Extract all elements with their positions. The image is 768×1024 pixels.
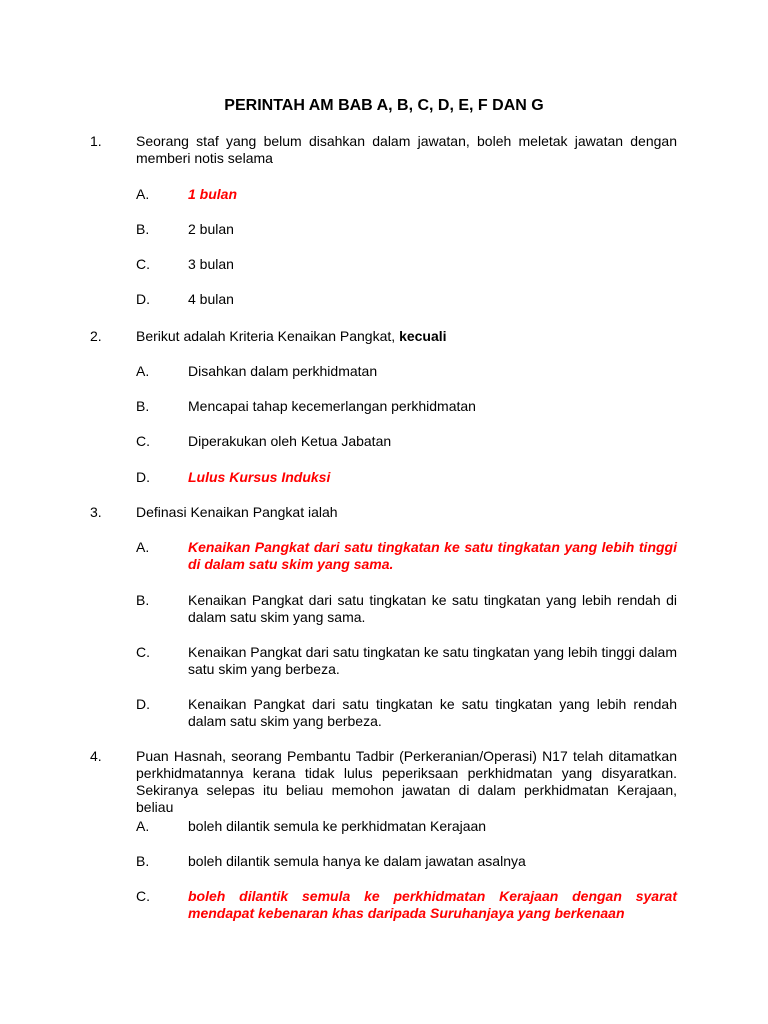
option-letter: A. xyxy=(136,186,150,202)
option-letter: B. xyxy=(136,398,150,414)
option-text: boleh dilantik semula ke perkhidmatan Kerajaan xyxy=(188,818,487,834)
option-text-answer: boleh dilantik semula ke perkhidmatan Kerajaan dengan syarat mendapat kebenaran khas daripada Suruhanjaya yang berkenaan xyxy=(188,888,677,921)
option-letter: A. xyxy=(136,363,150,379)
question-number: 3. xyxy=(90,504,102,520)
option-text: Mencapai tahap kecemerlangan perkhidmatan xyxy=(188,398,476,414)
option-text-answer: 1 bulan xyxy=(188,186,238,202)
option-letter: B. xyxy=(136,853,150,869)
option-letter: C. xyxy=(136,644,150,660)
option-letter: D. xyxy=(136,291,150,307)
option-text-answer: Kenaikan Pangkat dari satu tingkatan ke satu tingkatan yang lebih tinggi di dalam satu skim yang sama. xyxy=(188,539,677,572)
option-letter: C. xyxy=(136,256,150,272)
page-title: PERINTAH AM BAB A, B, C, D, E, F DAN G xyxy=(224,97,544,114)
option-letter: D. xyxy=(136,696,150,712)
option-text: Diperakukan oleh Ketua Jabatan xyxy=(188,433,392,449)
question-number: 2. xyxy=(90,328,102,344)
option-letter: D. xyxy=(136,469,150,485)
question-emphasis: kecuali xyxy=(399,328,447,344)
question-text: Definasi Kenaikan Pangkat ialah xyxy=(136,504,338,520)
option-text: Kenaikan Pangkat dari satu tingkatan ke satu tingkatan yang lebih rendah dalam satu skim yang berbeza. xyxy=(188,696,677,729)
option-text: 3 bulan xyxy=(188,256,234,272)
option-letter: A. xyxy=(136,539,150,555)
option-text: 2 bulan xyxy=(188,221,234,237)
option-text: Kenaikan Pangkat dari satu tingkatan ke satu tingkatan yang lebih tinggi dalam satu skim yang berbeza. xyxy=(188,644,677,677)
question-number: 1. xyxy=(90,133,102,149)
question-text: Seorang staf yang belum disahkan dalam jawatan, boleh meletak jawatan dengan memberi notis selama xyxy=(136,133,677,166)
option-text: 4 bulan xyxy=(188,291,234,307)
question-number: 4. xyxy=(90,748,102,764)
option-text: boleh dilantik semula hanya ke dalam jawatan asalnya xyxy=(188,853,526,869)
option-text-answer: Lulus Kursus Induksi xyxy=(188,469,331,485)
option-letter: C. xyxy=(136,888,150,904)
option-letter: C. xyxy=(136,433,150,449)
question-text: Berikut adalah Kriteria Kenaikan Pangkat, xyxy=(136,328,396,344)
option-text: Kenaikan Pangkat dari satu tingkatan ke satu tingkatan yang lebih rendah di dalam satu skim yang sama. xyxy=(188,592,677,625)
option-letter: B. xyxy=(136,592,150,608)
question-text-wrap xyxy=(136,328,677,345)
option-letter: B. xyxy=(136,221,150,237)
question-text: Puan Hasnah, seorang Pembantu Tadbir (Perkeranian/Operasi) N17 telah ditamatkan perkhidmatannya kerana tidak lulus peperiksaan perkhidmatan yang disyaratkan. Sekiranya selepas itu beliau memohon jawatan di dalam perkhidmatan Kerajaan, beliau xyxy=(136,748,677,815)
option-letter: A. xyxy=(136,818,150,834)
option-text: Disahkan dalam perkhidmatan xyxy=(188,363,378,379)
